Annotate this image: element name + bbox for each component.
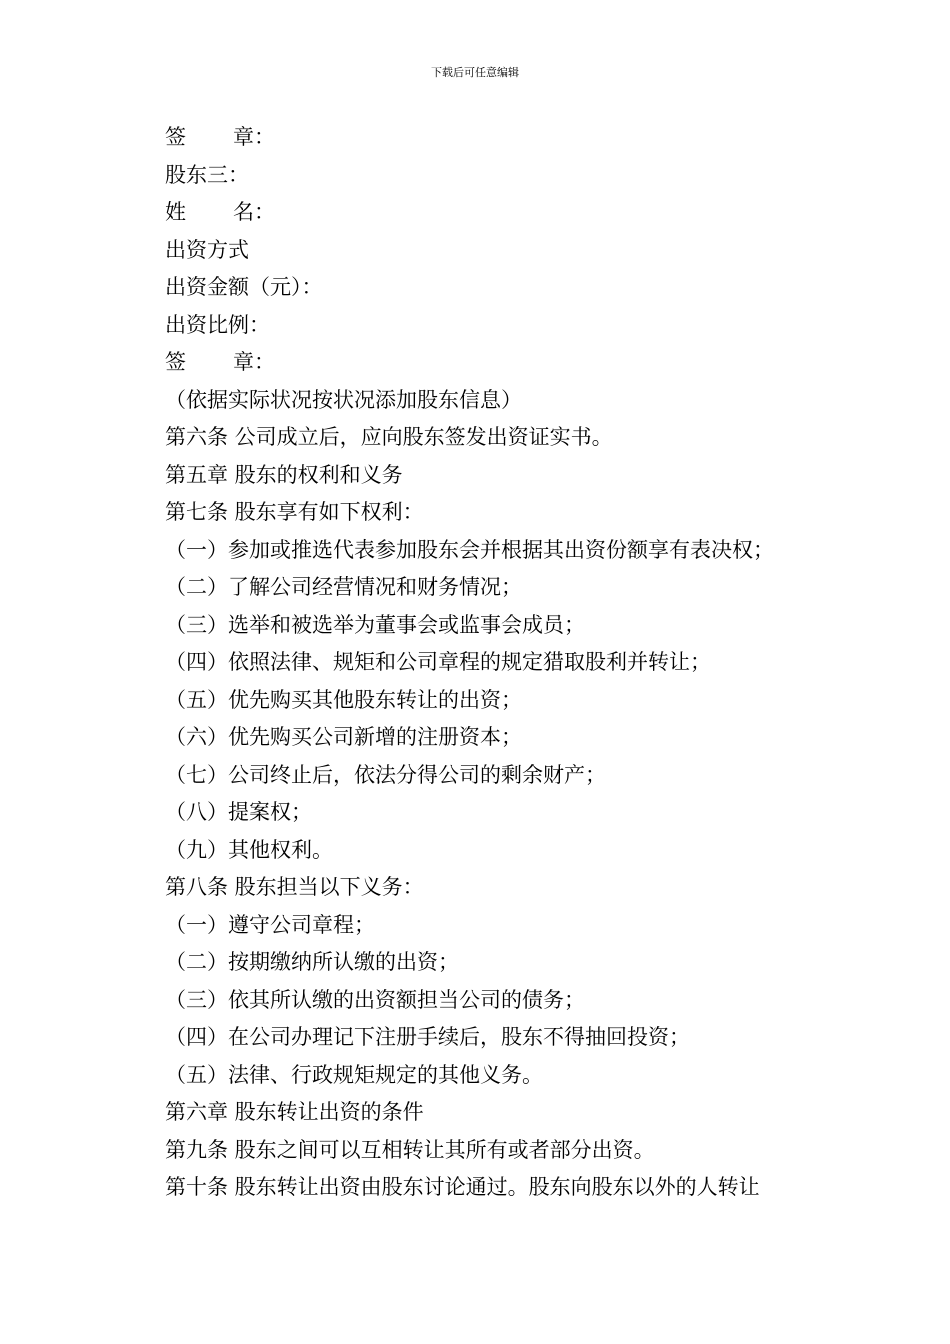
shareholder-heading: 股东三： bbox=[165, 162, 249, 187]
label-part: 名： bbox=[233, 200, 275, 224]
name-line bbox=[165, 194, 825, 232]
label-part: 章： bbox=[233, 125, 275, 149]
article-line: 第九条 股东之间可以互相转让其所有或者部分出资。 bbox=[165, 1137, 655, 1162]
label-part: 签 bbox=[165, 350, 186, 374]
document-body bbox=[165, 119, 825, 1207]
article-line: 第七条 股东享有如下权利： bbox=[165, 500, 424, 524]
chapter-heading: 第五章 股东的权利和义务 bbox=[165, 462, 403, 487]
list-item: （四）依照法律、规矩和公司章程的规定猎取股利并转让； bbox=[165, 650, 711, 674]
article-line: 第六条 公司成立后，应向股东签发出资证实书。 bbox=[165, 425, 613, 449]
page-header: 下载后可任意编辑 bbox=[431, 66, 519, 79]
list-item: （二）了解公司经营情况和财务情况； bbox=[165, 575, 522, 599]
signature-line bbox=[165, 119, 825, 157]
contribution-amount-line: 出资金额（元）： bbox=[165, 275, 323, 299]
chapter-heading: 第六章 股东转让出资的条件 bbox=[165, 1100, 424, 1124]
list-item: （七）公司终止后，依法分得公司的剩余财产； bbox=[165, 762, 606, 787]
list-item: （六）优先购买公司新增的注册资本； bbox=[165, 725, 522, 749]
article-line: 第八条 股东担当以下义务： bbox=[165, 875, 424, 899]
list-item: （一）遵守公司章程； bbox=[165, 912, 375, 937]
article-line: 第十条 股东转让出资由股东讨论通过。股东向股东以外的人转让 bbox=[165, 1175, 760, 1199]
list-item: （四）在公司办理记下注册手续后，股东不得抽回投资； bbox=[165, 1025, 690, 1049]
list-item: （九）其他权利。 bbox=[165, 837, 333, 862]
label-part: 姓 bbox=[165, 200, 186, 224]
signature-line bbox=[165, 344, 825, 382]
label-part: 章： bbox=[233, 350, 275, 374]
list-item: （五）法律、行政规矩规定的其他义务。 bbox=[165, 1062, 543, 1087]
list-item: （二）按期缴纳所认缴的出资； bbox=[165, 950, 459, 974]
list-item: （五）优先购买其他股东转让的出资； bbox=[165, 687, 522, 712]
list-item: （三）依其所认缴的出资额担当公司的债务； bbox=[165, 987, 585, 1012]
list-item: （三）选举和被选举为董事会或监事会成员； bbox=[165, 612, 585, 637]
list-item: （八）提案权； bbox=[165, 800, 312, 824]
label-part: 签 bbox=[165, 125, 186, 149]
contribution-method-line: 出资方式 bbox=[165, 237, 249, 262]
list-item: （一）参加或推选代表参加股东会并根据其出资份额享有表决权； bbox=[165, 537, 774, 562]
contribution-ratio-line: 出资比例： bbox=[165, 312, 270, 337]
note-line: （依据实际状况按状况添加股东信息） bbox=[165, 387, 522, 412]
